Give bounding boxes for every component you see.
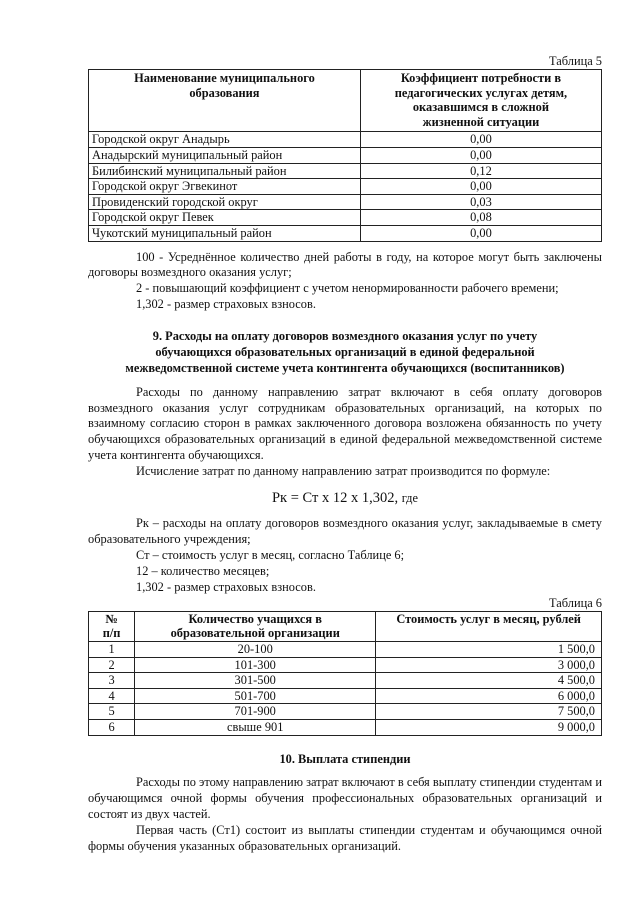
definition-insurance: 1,302 - размер страховых взносов. xyxy=(136,579,316,594)
table-row xyxy=(89,147,602,163)
table-row xyxy=(89,704,602,720)
table6-number-cell: 3 xyxy=(89,673,135,689)
table5-header-municipality: Наименование муниципального образования xyxy=(89,70,361,132)
note-days: 100 - Усреднённое количество дней работы в году, на которое могут быть заключены договоры возмездного оказания услуг; xyxy=(88,249,602,280)
table5-coefficient-cell: 0,00 xyxy=(360,225,601,241)
section10-paragraph-1: Расходы по этому направлению затрат включают в себя выплату стипендии студентам и обучающимся очной формы обучения профессиональных образовательных организаций и состоят из двух частей. xyxy=(88,775,602,822)
table6-cost-cell: 4 500,0 xyxy=(376,673,602,689)
table-row xyxy=(89,673,602,689)
table5-municipality-cell: Городской округ Анадырь xyxy=(89,132,361,148)
definition-rk: Рк – расходы на оплату договоров возмездного оказания услуг, закладываемые в смету образовательного учреждения; xyxy=(88,516,602,547)
table-row xyxy=(89,210,602,226)
table6-cost-cell: 3 000,0 xyxy=(376,657,602,673)
table6-cost-cell: 1 500,0 xyxy=(376,642,602,658)
note-coefficient: 2 - повышающий коэффициент с учетом ненормированности рабочего времени; xyxy=(136,281,559,296)
table-row xyxy=(89,163,602,179)
table6-number-cell: 2 xyxy=(89,657,135,673)
table5-municipality-cell: Чукотский муниципальный район xyxy=(89,225,361,241)
table6-students-cell: 301-500 xyxy=(135,673,376,689)
table5 xyxy=(88,69,602,242)
table-row xyxy=(89,642,602,658)
table6-number-cell: 4 xyxy=(89,688,135,704)
document-page xyxy=(88,54,602,855)
formula-expression: Рк = Ст х 12 х 1,302, xyxy=(271,489,399,506)
table5-coefficient-cell: 0,12 xyxy=(360,163,601,179)
table6-cost-cell: 6 000,0 xyxy=(376,688,602,704)
table5-municipality-cell: Провиденский городской округ xyxy=(89,194,361,210)
note-insurance: 1,302 - размер страховых взносов. xyxy=(136,297,316,312)
table6-cost-cell: 9 000,0 xyxy=(376,719,602,735)
table-row xyxy=(89,688,602,704)
table-row xyxy=(89,179,602,195)
table-row xyxy=(89,225,602,241)
definition-st: Ст – стоимость услуг в месяц, согласно Таблице 6; xyxy=(136,548,405,563)
table5-caption: Таблица 5 xyxy=(549,54,602,68)
section9-formula xyxy=(88,489,602,508)
formula-suffix: где xyxy=(401,490,418,505)
table6-header-students: Количество учащихся в образовательной организации xyxy=(135,611,376,641)
table5-municipality-cell: Анадырский муниципальный район xyxy=(89,147,361,163)
table6 xyxy=(88,611,602,736)
table-row xyxy=(89,719,602,735)
section9-paragraph-2: Исчисление затрат по данному направлению затрат производится по формуле: xyxy=(136,464,551,479)
table6-caption: Таблица 6 xyxy=(549,595,602,610)
section9-heading: 9. Расходы на оплату договоров возмездного оказания услуг по учету обучающихся образовательных организаций в единой федеральной межведомственной системе учета контингента обучающихся (воспитанников) xyxy=(125,329,565,375)
table6-number-cell: 6 xyxy=(89,719,135,735)
table5-coefficient-cell: 0,00 xyxy=(360,132,601,148)
table5-coefficient-cell: 0,03 xyxy=(360,194,601,210)
table6-header-row xyxy=(89,611,602,641)
table5-header-row xyxy=(89,70,602,132)
section9-paragraph-1: Расходы по данному направлению затрат включают в себя оплату договоров возмездного оказания услуг сотрудникам образовательных организаций, на которых по взаимному согласию сторон в рамках заключенного договора возложена обязанность по учету обучающихся образовательных организаций в единой федеральной межведомственной системе учета контингента обучающихся. xyxy=(88,384,602,463)
table6-number-cell: 1 xyxy=(89,642,135,658)
table6-students-cell: свыше 901 xyxy=(135,719,376,735)
table5-header-coefficient: Коэффициент потребности в педагогических услугах детям, оказавшимся в сложной жизненной ситуации xyxy=(360,70,601,132)
table6-students-cell: 501-700 xyxy=(135,688,376,704)
table6-header-cost: Стоимость услуг в месяц, рублей xyxy=(376,611,602,641)
section10-paragraph-2: Первая часть (Ст1) состоит из выплаты стипендии студентам и обучающимся очной формы обучения указанных образовательных организаций. xyxy=(88,823,602,853)
table5-municipality-cell: Городской округ Певек xyxy=(89,210,361,226)
table5-municipality-cell: Билибинский муниципальный район xyxy=(89,163,361,179)
table-row xyxy=(89,657,602,673)
table6-students-cell: 101-300 xyxy=(135,657,376,673)
table-row xyxy=(89,194,602,210)
table-row xyxy=(89,132,602,148)
table6-number-cell: 5 xyxy=(89,704,135,720)
section10-heading: 10. Выплата стипендии xyxy=(279,751,411,766)
table5-coefficient-cell: 0,00 xyxy=(360,147,601,163)
table6-students-cell: 701-900 xyxy=(135,704,376,720)
table6-cost-cell: 7 500,0 xyxy=(376,704,602,720)
table5-municipality-cell: Городской округ Эгвекинот xyxy=(89,179,361,195)
table6-students-cell: 20-100 xyxy=(135,642,376,658)
table5-coefficient-cell: 0,08 xyxy=(360,210,601,226)
table6-header-number: № п/п xyxy=(89,611,135,641)
definition-months: 12 – количество месяцев; xyxy=(136,564,270,579)
table5-coefficient-cell: 0,00 xyxy=(360,179,601,195)
